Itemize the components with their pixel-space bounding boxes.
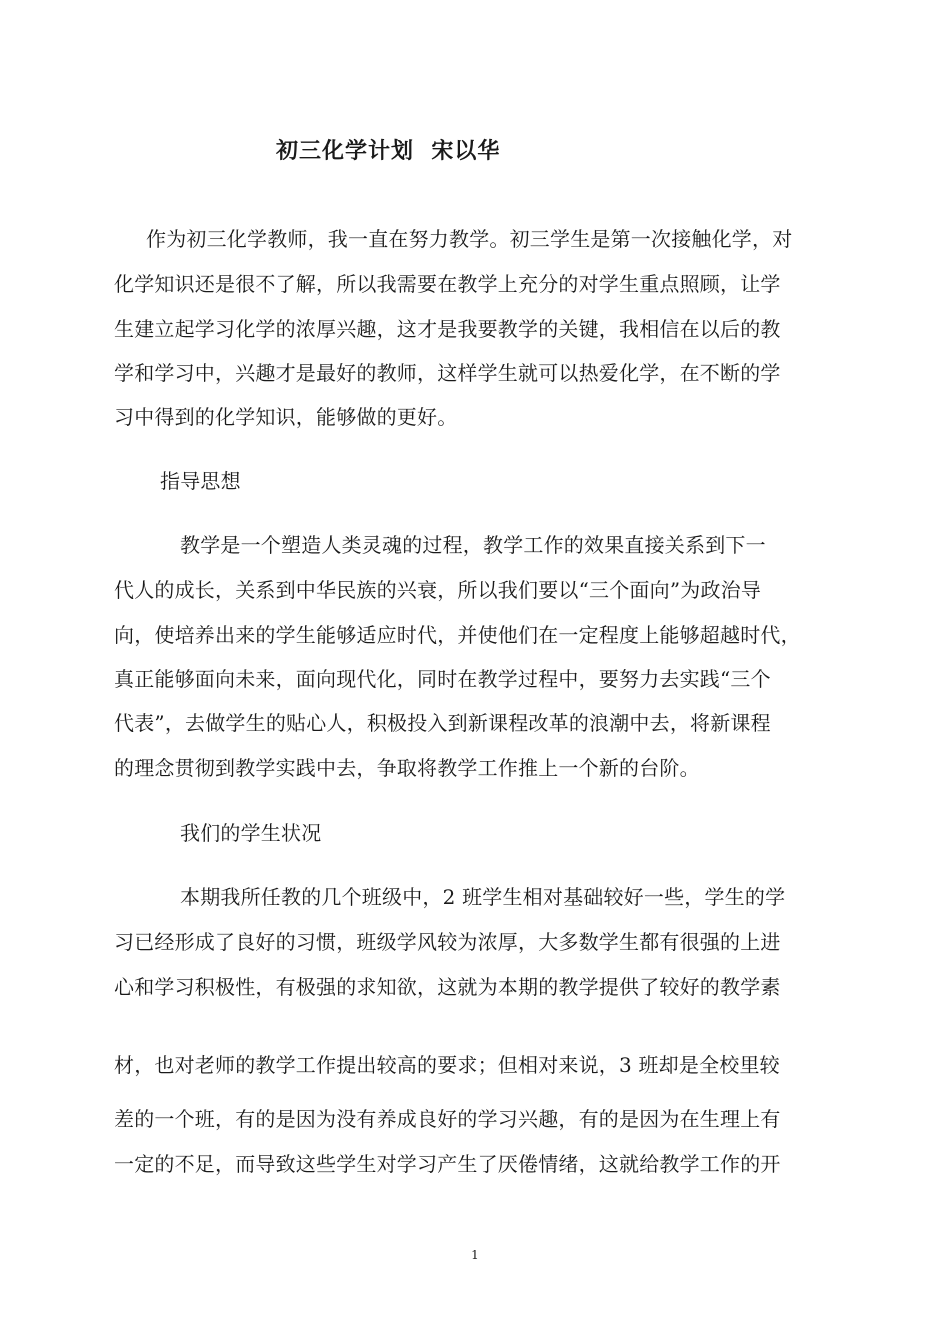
intro-line-1: 作为初三化学教师，我一直在努力教学。初三学生是第一次接触化学，对 [146,227,793,251]
students-line-4: 材，也对老师的教学工作提出较高的要求；但相对来说，3 班却是全校里较 [114,1053,780,1077]
guide-line-4: 真正能够面向未来，面向现代化，同时在教学过程中，要努力去实践“三个 [114,667,771,691]
guide-line-2: 代人的成长，关系到中华民族的兴衰，所以我们要以“三个面向”为政治导 [114,578,762,602]
students-line-3: 心和学习积极性，有极强的求知欲，这就为本期的教学提供了较好的教学素 [114,975,781,999]
intro-line-3: 生建立起学习化学的浓厚兴趣，这才是我要教学的关键，我相信在以后的教 [114,317,781,341]
document-title: 初三化学计划 宋以华 [276,139,501,164]
students-line-2: 习已经形成了良好的习惯，班级学风较为浓厚，大多数学生都有很强的上进 [114,930,781,954]
intro-line-5: 习中得到的化学知识，能够做的更好。 [114,405,458,429]
guide-line-5: 代表”，去做学生的贴心人，积极投入到新课程改革的浪潮中去，将新课程 [114,711,771,735]
students-line-6: 一定的不足，而导致这些学生对学习产生了厌倦情绪，这就给教学工作的开 [114,1152,781,1176]
heading-guide: 指导思想 [160,469,241,493]
guide-line-3: 向，使培养出来的学生能够适应时代，并使他们在一定程度上能够超越时代， [114,623,801,647]
guide-line-1: 教学是一个塑造人类灵魂的过程，教学工作的效果直接关系到下一 [180,533,766,557]
intro-line-2: 化学知识还是很不了解，所以我需要在教学上充分的对学生重点照顾，让学 [114,272,781,296]
heading-students: 我们的学生状况 [180,821,322,845]
students-line-5: 差的一个班，有的是因为没有养成良好的学习兴趣，有的是因为在生理上有 [114,1107,781,1131]
intro-line-4: 学和学习中，兴趣才是最好的教师，这样学生就可以热爱化学，在不断的学 [114,361,781,385]
students-line-1: 本期我所任教的几个班级中，2 班学生相对基础较好一些，学生的学 [180,885,786,909]
guide-line-6: 的理念贯彻到教学实践中去，争取将教学工作推上一个新的台阶。 [114,756,700,780]
page-number: 1 [471,1248,479,1262]
